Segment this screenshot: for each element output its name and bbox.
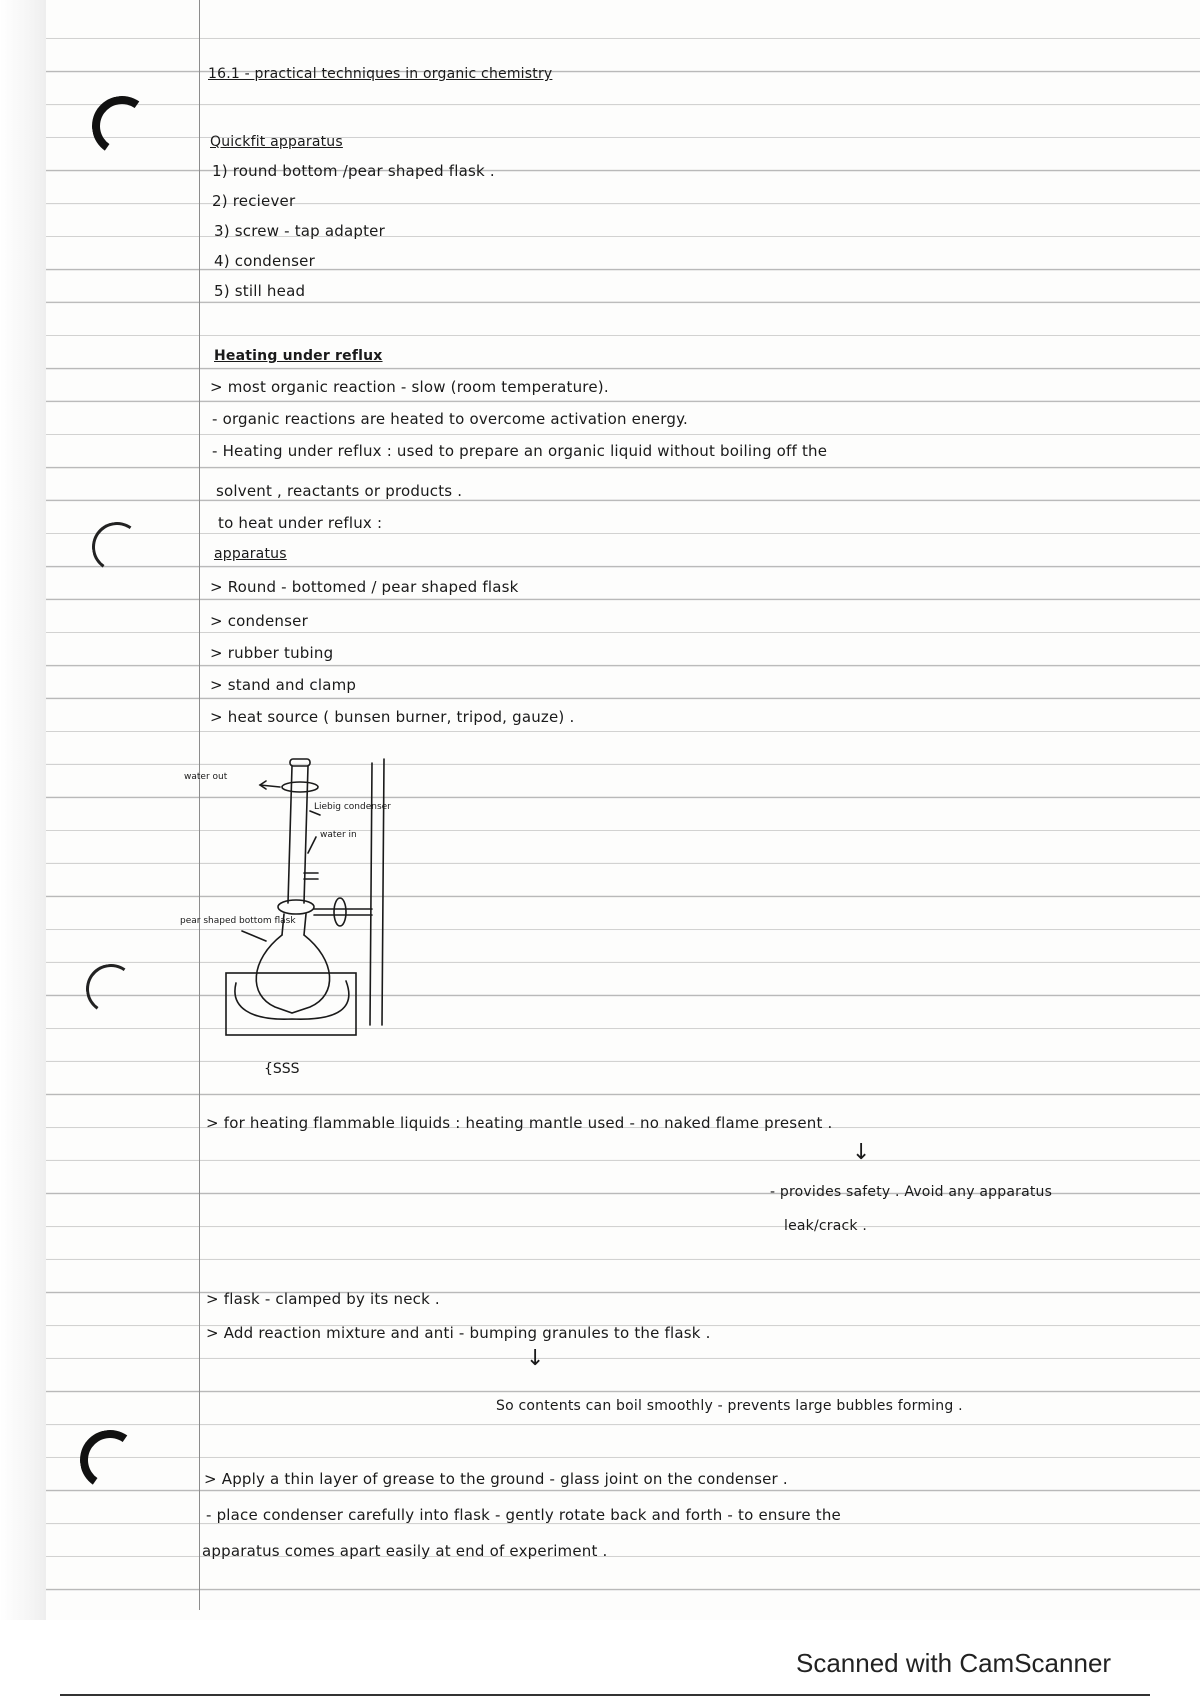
reflux-line: - Heating under reflux : used to prepare an organic liquid without boiling off the — [212, 442, 828, 460]
ground-glass-joint — [278, 900, 314, 914]
apparatus-item: > rubber tubing — [210, 644, 334, 662]
page-title: 16.1 - practical techniques in organic chemistry — [208, 66, 553, 82]
quickfit-item: 5) still head — [214, 282, 306, 300]
footer-divider — [60, 1694, 1150, 1696]
reflux-apparatus-diagram — [180, 745, 430, 1085]
heating-base — [226, 973, 356, 1035]
reflux-line: > most organic reaction - slow (room temperature). — [210, 378, 609, 396]
label-heat: {SSS — [264, 1061, 300, 1077]
punch-hole — [75, 1425, 145, 1495]
quickfit-item: 4) condenser — [214, 252, 315, 270]
note-line: - place condenser carefully into flask - gently rotate back and forth - to ensure the — [206, 1506, 841, 1524]
note-line: - provides safety . Avoid any apparatus — [770, 1184, 1053, 1200]
quickfit-item: 3) screw - tap adapter — [214, 222, 385, 240]
note-line: > Apply a thin layer of grease to the ground - glass joint on the condenser . — [204, 1470, 788, 1488]
clamp-boss — [334, 898, 346, 926]
apparatus-item: > stand and clamp — [210, 676, 357, 694]
note-line: So contents can boil smoothly - prevents large bubbles forming . — [496, 1398, 963, 1414]
apparatus-item: > heat source ( bunsen burner, tripod, gauze) . — [210, 708, 575, 726]
label-water-out: water out — [184, 772, 228, 782]
pear-flask — [256, 935, 329, 1013]
apparatus-heading: apparatus — [214, 546, 287, 562]
punch-hole — [88, 518, 146, 576]
punch-hole — [87, 91, 157, 161]
quickfit-item: 1) round bottom /pear shaped flask . — [212, 162, 495, 180]
page-edge-shadow — [0, 0, 46, 1620]
apparatus-item: > Round - bottomed / pear shaped flask — [210, 578, 519, 596]
flask-neck — [304, 914, 306, 935]
condenser-top — [290, 759, 310, 766]
label-water-in: water in — [320, 830, 357, 840]
reflux-line: to heat under reflux : — [218, 514, 383, 532]
label-pointer — [308, 837, 316, 853]
down-arrow-icon: ↓ — [852, 1140, 871, 1165]
label-pear-flask: pear shaped bottom flask — [180, 916, 296, 926]
condenser-wall — [288, 766, 292, 903]
reflux-line: solvent , reactants or products . — [216, 482, 463, 500]
quickfit-item: 2) reciever — [212, 192, 296, 210]
stand-rod — [382, 759, 384, 1025]
note-line: > Add reaction mixture and anti - bumping granules to the flask . — [206, 1324, 711, 1342]
reflux-line: - organic reactions are heated to overcome activation energy. — [212, 410, 688, 428]
note-line: > flask - clamped by its neck . — [206, 1290, 440, 1308]
punch-hole — [82, 960, 140, 1018]
label-liebig-condenser: Liebig condenser — [314, 802, 391, 812]
note-line: > for heating flammable liquids : heating mantle used - no naked flame present . — [206, 1114, 833, 1132]
quickfit-heading: Quickfit apparatus — [210, 134, 343, 150]
note-line: apparatus comes apart easily at end of experiment . — [202, 1542, 608, 1560]
water-out-arm — [282, 782, 318, 792]
down-arrow-icon: ↓ — [526, 1346, 545, 1371]
reflux-heading: Heating under reflux — [214, 348, 383, 364]
apparatus-item: > condenser — [210, 612, 308, 630]
note-line: leak/crack . — [784, 1218, 868, 1234]
label-pointer — [242, 931, 266, 941]
condenser-wall — [304, 766, 308, 903]
scanner-watermark: Scanned with CamScanner — [796, 1648, 1112, 1678]
